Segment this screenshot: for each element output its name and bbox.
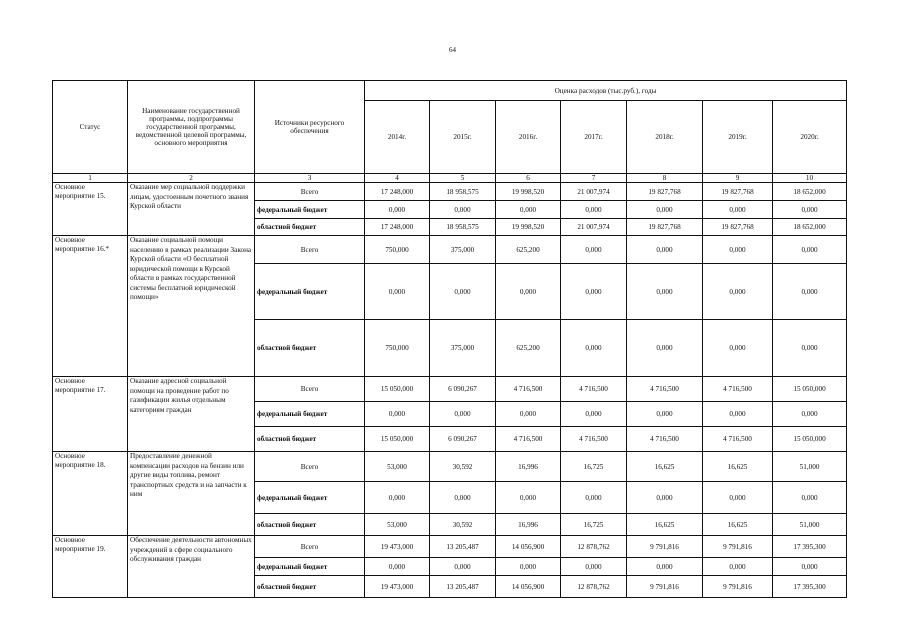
measure-name: Предоставление денежной компенсации расходов на бензин или другие виды топлива, ремонт транспортных средств и на запчасти к ним	[128, 452, 255, 536]
measure-status: Основное мероприятие 19.	[53, 536, 128, 598]
header-sources: Источники ресурсного обеспечения	[255, 81, 365, 174]
expense-value: 19 473,000	[365, 576, 430, 598]
expense-value: 0,000	[773, 402, 847, 427]
expense-value: 0,000	[703, 402, 773, 427]
expense-value: 0,000	[627, 558, 703, 576]
expense-value: 0,000	[627, 402, 703, 427]
expense-value: 0,000	[627, 264, 703, 320]
header-year: 2018г.	[627, 101, 703, 174]
expense-value: 17 395,300	[773, 576, 847, 598]
page-number: 64	[449, 46, 456, 54]
expense-value: 9 791,816	[627, 576, 703, 598]
expense-value: 4 716,500	[496, 427, 561, 452]
funding-source: областной бюджет	[255, 576, 365, 598]
measure-name: Оказание адресной социальной помощи на проведение работ по газификации жилья отдельным категориям граждан	[128, 377, 255, 452]
expense-value: 0,000	[703, 201, 773, 219]
expense-value: 17 248,000	[365, 183, 430, 201]
expense-value: 375,000	[430, 320, 496, 377]
expense-value: 51,000	[773, 452, 847, 482]
expense-value: 0,000	[561, 320, 627, 377]
expense-value: 15 050,000	[773, 377, 847, 402]
expense-value: 9 791,816	[703, 576, 773, 598]
expense-value: 4 716,500	[627, 427, 703, 452]
table-row	[53, 452, 847, 482]
expense-value: 16,625	[703, 514, 773, 536]
expense-value: 16,725	[561, 452, 627, 482]
expense-value: 0,000	[703, 264, 773, 320]
funding-source: Всего	[255, 377, 365, 402]
expense-value: 0,000	[430, 558, 496, 576]
expense-value: 0,000	[561, 236, 627, 264]
header-year: 2015г.	[430, 101, 496, 174]
expense-value: 375,000	[430, 236, 496, 264]
header-year: 2019г.	[703, 101, 773, 174]
expense-value: 0,000	[430, 201, 496, 219]
measure-status: Основное мероприятие 17.	[53, 377, 128, 452]
expense-value: 4 716,500	[561, 427, 627, 452]
expense-value: 21 007,974	[561, 219, 627, 236]
funding-source: Всего	[255, 183, 365, 201]
expense-value: 19 827,768	[703, 219, 773, 236]
expense-value: 0,000	[773, 320, 847, 377]
table-row	[53, 377, 847, 402]
column-number: 1	[53, 174, 128, 183]
expense-value: 0,000	[627, 482, 703, 514]
expense-value: 17 248,000	[365, 219, 430, 236]
column-number: 9	[703, 174, 773, 183]
funding-source: федеральный бюджет	[255, 201, 365, 219]
funding-source: Всего	[255, 236, 365, 264]
funding-source: Всего	[255, 536, 365, 558]
measure-status: Основное мероприятие 18.	[53, 452, 128, 536]
expense-value: 18 958,575	[430, 219, 496, 236]
expense-value: 0,000	[365, 402, 430, 427]
expense-value: 15 050,000	[773, 427, 847, 452]
expense-value: 53,000	[365, 452, 430, 482]
expense-value: 12 878,762	[561, 536, 627, 558]
expense-value: 0,000	[703, 558, 773, 576]
expense-value: 750,000	[365, 236, 430, 264]
expense-value: 625,200	[496, 236, 561, 264]
expense-value: 625,200	[496, 320, 561, 377]
column-number: 10	[773, 174, 847, 183]
expense-value: 4 716,500	[627, 377, 703, 402]
funding-source: федеральный бюджет	[255, 558, 365, 576]
expense-value: 4 716,500	[496, 377, 561, 402]
expense-value: 19 998,520	[496, 183, 561, 201]
column-number-row	[53, 174, 847, 183]
header-year: 2014г.	[365, 101, 430, 174]
expense-value: 0,000	[627, 201, 703, 219]
expense-value: 19 827,768	[627, 183, 703, 201]
measure-name: Обеспечение деятельности автономных учреждений в сфере социального обслуживания граждан	[128, 536, 255, 598]
expense-value: 0,000	[773, 201, 847, 219]
expense-value: 4 716,500	[703, 427, 773, 452]
expense-value: 13 205,487	[430, 576, 496, 598]
expense-value: 9 791,816	[703, 536, 773, 558]
expense-value: 0,000	[496, 482, 561, 514]
header-name: Наименование государственной программы, подпрограммы государственной программы, ведомственной целевой программы, основного мероприятия	[128, 81, 255, 174]
funding-source: федеральный бюджет	[255, 402, 365, 427]
expense-value: 0,000	[773, 482, 847, 514]
expense-value: 16,996	[496, 514, 561, 536]
expense-value: 0,000	[773, 264, 847, 320]
funding-source: федеральный бюджет	[255, 264, 365, 320]
expense-value: 17 395,300	[773, 536, 847, 558]
funding-source: федеральный бюджет	[255, 482, 365, 514]
expense-value: 18 652,000	[773, 183, 847, 201]
expense-value: 15 050,000	[365, 427, 430, 452]
expense-value: 0,000	[496, 201, 561, 219]
expense-value: 0,000	[703, 482, 773, 514]
expense-value: 53,000	[365, 514, 430, 536]
expense-value: 15 050,000	[365, 377, 430, 402]
funding-source: Всего	[255, 452, 365, 482]
expense-value: 0,000	[703, 236, 773, 264]
column-number: 7	[561, 174, 627, 183]
expense-value: 0,000	[496, 558, 561, 576]
expense-value: 14 056,900	[496, 576, 561, 598]
header-year: 2020г.	[773, 101, 847, 174]
table-row	[53, 183, 847, 201]
expense-value: 51,000	[773, 514, 847, 536]
expense-value: 14 056,900	[496, 536, 561, 558]
funding-source: областной бюджет	[255, 427, 365, 452]
expense-value: 0,000	[627, 320, 703, 377]
measure-name: Оказание социальной помощи населению в рамках реализации Закона Курской области «О бесплатной юридической помощи в Курской области в рамках государственной системы бесплатной юридической помощи»	[128, 236, 255, 377]
expenditure-table	[52, 80, 847, 598]
expense-value: 19 827,768	[703, 183, 773, 201]
expense-value: 0,000	[561, 558, 627, 576]
expense-value: 4 716,500	[561, 377, 627, 402]
expense-value: 0,000	[496, 264, 561, 320]
expense-value: 0,000	[430, 402, 496, 427]
expense-value: 18 652,000	[773, 219, 847, 236]
table-row	[53, 236, 847, 264]
expense-value: 16,996	[496, 452, 561, 482]
expense-value: 18 958,575	[430, 183, 496, 201]
expense-value: 16,625	[703, 452, 773, 482]
header-estimate: Оценка расходов (тыс.руб.), годы	[365, 81, 847, 101]
expense-value: 16,625	[627, 452, 703, 482]
expense-value: 6 090,267	[430, 427, 496, 452]
funding-source: областной бюджет	[255, 514, 365, 536]
expense-value: 16,625	[627, 514, 703, 536]
expense-value: 0,000	[430, 482, 496, 514]
expense-value: 0,000	[773, 236, 847, 264]
funding-source: областной бюджет	[255, 219, 365, 236]
expense-value: 0,000	[703, 320, 773, 377]
expense-value: 750,000	[365, 320, 430, 377]
column-number: 8	[627, 174, 703, 183]
column-number: 3	[255, 174, 365, 183]
expense-value: 0,000	[496, 402, 561, 427]
expense-value: 0,000	[561, 482, 627, 514]
expense-value: 0,000	[430, 264, 496, 320]
column-number: 2	[128, 174, 255, 183]
expense-value: 0,000	[365, 558, 430, 576]
expense-value: 13 205,487	[430, 536, 496, 558]
expense-value: 6 090,267	[430, 377, 496, 402]
header-year: 2017г.	[561, 101, 627, 174]
header-year: 2016г.	[496, 101, 561, 174]
expense-value: 0,000	[561, 264, 627, 320]
expense-value: 12 878,762	[561, 576, 627, 598]
funding-source: областной бюджет	[255, 320, 365, 377]
expense-value: 0,000	[365, 264, 430, 320]
expense-value: 30,592	[430, 514, 496, 536]
measure-status: Основное мероприятие 16.*	[53, 236, 128, 377]
expense-value: 0,000	[365, 482, 430, 514]
expense-value: 19 473,000	[365, 536, 430, 558]
expense-value: 4 716,500	[703, 377, 773, 402]
expense-value: 0,000	[773, 558, 847, 576]
column-number: 5	[430, 174, 496, 183]
expense-value: 19 827,768	[627, 219, 703, 236]
measure-status: Основное мероприятие 15.	[53, 183, 128, 236]
expense-value: 0,000	[627, 236, 703, 264]
expense-value: 19 998,520	[496, 219, 561, 236]
expense-value: 30,592	[430, 452, 496, 482]
expense-value: 0,000	[561, 402, 627, 427]
expense-value: 0,000	[365, 201, 430, 219]
measures-body	[53, 183, 847, 598]
expense-value: 9 791,816	[627, 536, 703, 558]
expense-value: 21 007,974	[561, 183, 627, 201]
table-row	[53, 536, 847, 558]
expense-value: 0,000	[561, 201, 627, 219]
header-status: Статус	[53, 81, 128, 174]
column-number: 4	[365, 174, 430, 183]
measure-name: Оказание мер социальной поддержки лицам, удостоенным почетного звания Курской области	[128, 183, 255, 236]
expense-value: 16,725	[561, 514, 627, 536]
column-number: 6	[496, 174, 561, 183]
